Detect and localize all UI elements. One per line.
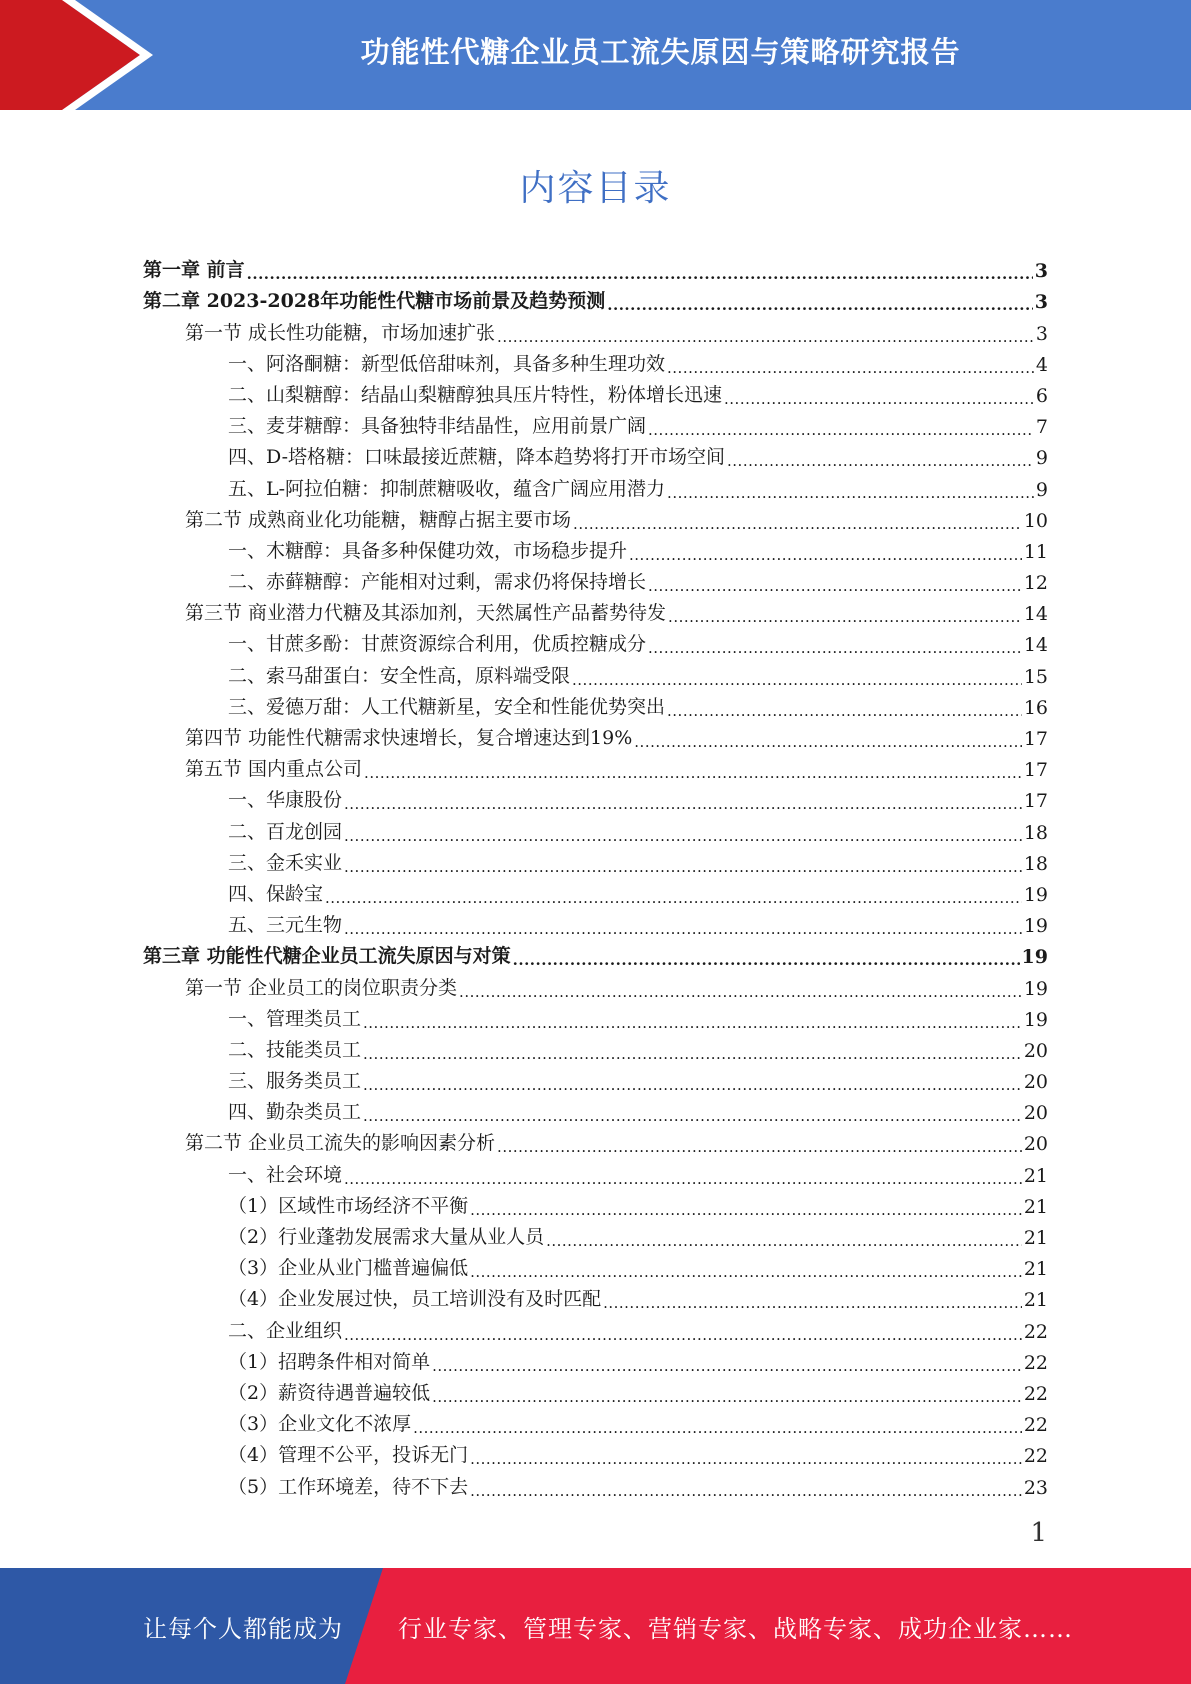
toc-entry-title: 二、赤藓糖醇：产能相对过剩，需求仍将保持增长 — [228, 571, 647, 594]
toc-entry[interactable] — [143, 940, 1048, 971]
toc-entry-page: 17 — [1023, 759, 1048, 782]
toc-leader-dots — [634, 731, 1022, 750]
toc-entry-title: （2）行业蓬勃发展需求大量从业人员 — [228, 1226, 545, 1248]
toc-leader-dots — [363, 1074, 1022, 1093]
toc-entry-page: 10 — [1023, 509, 1048, 532]
toc-leader-dots — [363, 1012, 1022, 1031]
toc-entry-title: 一、木糖醇：具备多种保健功效，市场稳步提升 — [228, 539, 628, 562]
toc-entry[interactable] — [143, 1346, 1048, 1377]
toc-entry-title: 二、百龙创园 — [228, 820, 343, 843]
toc-entry-title: 第二节 企业员工流失的影响因素分析 — [185, 1132, 496, 1155]
toc-leader-dots — [629, 544, 1022, 563]
toc-entry-title: （4）企业发展过快，员工培训没有及时匹配 — [228, 1288, 602, 1311]
toc-leader-dots — [667, 482, 1034, 501]
toc-entry-page: 22 — [1023, 1445, 1048, 1468]
toc-entry-title: （3）企业从业门槛普遍偏低 — [228, 1257, 469, 1280]
toc-leader-dots — [513, 949, 1020, 968]
toc-entry[interactable] — [143, 1377, 1048, 1408]
table-of-contents — [143, 254, 1048, 1502]
toc-entry-title: 第三节 商业潜力代糖及其添加剂，天然属性产品蓄势待发 — [185, 602, 667, 625]
toc-entry[interactable] — [143, 254, 1048, 285]
toc-entry-page: 19 — [1023, 883, 1048, 906]
toc-leader-dots — [413, 1417, 1022, 1436]
toc-leader-dots — [470, 1199, 1022, 1218]
toc-entry[interactable] — [143, 472, 1048, 503]
toc-entry[interactable] — [143, 1096, 1048, 1127]
toc-entry-page: 15 — [1023, 665, 1048, 688]
toc-leader-dots — [573, 513, 1022, 532]
toc-entry[interactable] — [143, 909, 1048, 940]
toc-entry[interactable] — [143, 1127, 1048, 1158]
toc-entry-title: 第一章 前言 — [143, 259, 245, 282]
toc-entry[interactable] — [143, 1439, 1048, 1470]
toc-leader-dots — [363, 1043, 1022, 1062]
footer-slogan-right: 行业专家、管理专家、营销专家、战略专家、成功企业家…… — [398, 1614, 1073, 1643]
toc-entry-title: 二、索马甜蛋白：安全性高，原料端受限 — [228, 664, 571, 687]
toc-entry[interactable] — [143, 1252, 1048, 1283]
toc-entry-page: 18 — [1023, 821, 1048, 844]
toc-entry-page: 6 — [1035, 384, 1048, 407]
toc-leader-dots — [727, 450, 1034, 469]
toc-entry-title: 第四节 功能性代糖需求快速增长，复合增速达到19% — [185, 727, 633, 749]
toc-entry-title: 四、保龄宝 — [228, 882, 324, 905]
toc-entry-title: 三、爱德万甜：人工代糖新星，安全和性能优势突出 — [228, 695, 666, 718]
toc-entry[interactable] — [143, 285, 1048, 316]
toc-entry-title: 一、华康股份 — [228, 789, 343, 812]
toc-entry[interactable] — [143, 379, 1048, 410]
toc-entry-page: 19 — [1021, 946, 1048, 969]
toc-entry[interactable] — [143, 753, 1048, 784]
toc-leader-dots — [344, 918, 1022, 937]
toc-leader-dots — [497, 326, 1034, 345]
toc-entry-title: 二、技能类员工 — [228, 1038, 362, 1061]
toc-entry[interactable] — [143, 784, 1048, 815]
toc-leader-dots — [648, 419, 1034, 438]
toc-entry[interactable] — [143, 722, 1048, 753]
toc-leader-dots — [724, 388, 1034, 407]
toc-entry-page: 21 — [1023, 1195, 1048, 1218]
toc-leader-dots — [603, 1292, 1022, 1311]
toc-entry[interactable] — [143, 878, 1048, 909]
toc-entry-page: 21 — [1023, 1227, 1048, 1249]
toc-entry-page: 3 — [1035, 322, 1048, 345]
toc-entry-title: 四、勤杂类员工 — [228, 1101, 362, 1124]
toc-entry[interactable] — [143, 441, 1048, 472]
toc-entry[interactable] — [143, 847, 1048, 878]
toc-entry[interactable] — [143, 410, 1048, 441]
toc-entry-title: 二、山梨糖醇：结晶山梨糖醇独具压片特性，粉体增长迅速 — [228, 383, 723, 406]
toc-entry-title: 一、社会环境 — [228, 1163, 343, 1186]
toc-entry-title: （2）薪资待遇普遍较低 — [228, 1381, 431, 1404]
toc-leader-dots — [432, 1355, 1022, 1374]
toc-entry-page: 19 — [1023, 915, 1048, 938]
toc-entry[interactable] — [143, 535, 1048, 566]
toc-entry-page: 4 — [1035, 353, 1048, 376]
toc-leader-dots — [668, 606, 1022, 625]
toc-entry[interactable] — [143, 566, 1048, 597]
toc-entry-page: 23 — [1023, 1476, 1048, 1499]
toc-entry[interactable] — [143, 504, 1048, 535]
toc-entry[interactable] — [143, 1158, 1048, 1189]
toc-entry-title: 二、企业组织 — [228, 1319, 343, 1342]
toc-leader-dots — [470, 1448, 1022, 1467]
toc-entry-page: 22 — [1023, 1414, 1048, 1437]
toc-entry-page: 12 — [1023, 572, 1048, 595]
toc-entry[interactable] — [143, 1003, 1048, 1034]
toc-entry-title: 第一节 企业员工的岗位职责分类 — [185, 976, 458, 999]
toc-entry-page: 21 — [1023, 1289, 1048, 1312]
toc-leader-dots — [497, 1136, 1022, 1155]
toc-entry-title: （1）区域性市场经济不平衡 — [228, 1194, 469, 1217]
toc-entry-title: 五、三元生物 — [228, 914, 343, 937]
toc-entry-page: 21 — [1023, 1164, 1048, 1187]
toc-entry-title: 一、阿洛酮糖：新型低倍甜味剂，具备多种生理功效 — [228, 352, 666, 375]
toc-leader-dots — [667, 700, 1022, 719]
toc-entry[interactable] — [143, 316, 1048, 347]
toc-entry-page: 17 — [1023, 728, 1048, 750]
toc-entry-page: 3 — [1034, 291, 1048, 314]
toc-leader-dots — [344, 1324, 1022, 1343]
toc-entry-title: 三、麦芽糖醇：具备独特非结晶性，应用前景广阔 — [228, 415, 647, 438]
toc-leader-dots — [344, 825, 1022, 844]
toc-entry[interactable] — [143, 1190, 1048, 1221]
toc-entry[interactable] — [143, 1221, 1048, 1252]
toc-entry[interactable] — [143, 691, 1048, 722]
toc-entry[interactable] — [143, 597, 1048, 628]
toc-entry-page: 22 — [1023, 1320, 1048, 1343]
toc-entry[interactable] — [143, 1408, 1048, 1439]
toc-leader-dots — [344, 1168, 1022, 1187]
page-header — [0, 0, 1191, 110]
toc-entry[interactable] — [143, 628, 1048, 659]
toc-entry-page: 22 — [1023, 1382, 1048, 1405]
toc-entry-page: 14 — [1023, 634, 1048, 657]
toc-leader-dots — [325, 887, 1022, 906]
toc-entry[interactable] — [143, 815, 1048, 846]
toc-leader-dots — [470, 1480, 1022, 1499]
toc-entry[interactable] — [143, 1470, 1048, 1501]
toc-entry-title: 第一节 成长性功能糖，市场加速扩张 — [185, 321, 496, 344]
page-number: 1 — [1030, 1518, 1047, 1548]
toc-entry-title: 第三章 功能性代糖企业员工流失原因与对策 — [143, 945, 511, 968]
toc-entry-page: 20 — [1023, 1071, 1048, 1094]
toc-leader-dots — [648, 637, 1022, 656]
toc-entry-title: （1）招聘条件相对简单 — [228, 1350, 431, 1373]
toc-entry-title: 一、管理类员工 — [228, 1007, 362, 1030]
header-chevron-icon — [0, 0, 160, 110]
toc-leader-dots — [667, 357, 1034, 376]
toc-entry-page: 17 — [1023, 790, 1048, 813]
toc-entry-title: 五、L-阿拉伯糖：抑制蔗糖吸收，蕴含广阔应用潜力 — [228, 477, 666, 500]
toc-entry-page: 18 — [1023, 852, 1048, 875]
toc-leader-dots — [648, 575, 1022, 594]
toc-entry-page: 16 — [1023, 696, 1048, 719]
toc-leader-dots — [459, 981, 1022, 1000]
toc-entry-title: 四、D-塔格糖：口味最接近蔗糖，降本趋势将打开市场空间 — [228, 446, 726, 469]
toc-entry-page: 19 — [1023, 977, 1048, 1000]
toc-leader-dots — [344, 856, 1022, 875]
toc-entry-page: 11 — [1023, 540, 1048, 563]
toc-entry-title: （3）企业文化不浓厚 — [228, 1413, 412, 1436]
toc-entry-title: 第五节 国内重点公司 — [185, 758, 363, 781]
toc-leader-dots — [470, 1261, 1022, 1280]
toc-entry[interactable] — [143, 971, 1048, 1002]
page-footer — [0, 1568, 1191, 1684]
toc-leader-dots — [572, 669, 1022, 688]
toc-entry-page: 20 — [1023, 1133, 1048, 1156]
toc-entry-title: 三、金禾实业 — [228, 851, 343, 874]
toc-leader-dots — [546, 1230, 1022, 1249]
toc-leader-dots — [363, 1105, 1022, 1124]
toc-entry[interactable] — [143, 659, 1048, 690]
toc-entry-page: 20 — [1023, 1039, 1048, 1062]
toc-heading: 内容目录 — [519, 168, 672, 209]
toc-leader-dots — [247, 263, 1033, 282]
toc-entry-page: 9 — [1035, 447, 1048, 470]
toc-leader-dots — [432, 1386, 1022, 1405]
toc-leader-dots — [364, 762, 1022, 781]
toc-entry-title: 第二章 2023-2028年功能性代糖市场前景及趋势预测 — [143, 290, 606, 313]
toc-entry-title: 三、服务类员工 — [228, 1070, 362, 1093]
toc-entry-page: 3 — [1034, 260, 1048, 283]
toc-leader-dots — [607, 294, 1033, 313]
toc-entry-page: 19 — [1023, 1008, 1048, 1031]
toc-entry-page: 22 — [1023, 1351, 1048, 1374]
toc-entry-title: 一、甘蔗多酚：甘蔗资源综合利用，优质控糖成分 — [228, 633, 647, 656]
toc-entry[interactable] — [143, 1034, 1048, 1065]
toc-leader-dots — [344, 793, 1022, 812]
report-title: 功能性代糖企业员工流失原因与策略研究报告 — [360, 34, 961, 69]
toc-entry-page: 9 — [1035, 478, 1048, 501]
toc-entry[interactable] — [143, 1314, 1048, 1345]
toc-entry[interactable] — [143, 1283, 1048, 1314]
toc-entry-page: 21 — [1023, 1258, 1048, 1281]
toc-entry-title: 第二节 成熟商业化功能糖，糖醇占据主要市场 — [185, 508, 572, 531]
toc-entry-title: （4）管理不公平，投诉无门 — [228, 1444, 469, 1467]
toc-entry-page: 14 — [1023, 603, 1048, 626]
toc-entry-title: （5）工作环境差，待不下去 — [228, 1475, 469, 1498]
toc-entry[interactable] — [143, 1065, 1048, 1096]
footer-slogan-left: 让每个人都能成为 — [143, 1614, 343, 1643]
toc-entry-page: 20 — [1023, 1102, 1048, 1125]
toc-entry[interactable] — [143, 348, 1048, 379]
toc-entry-page: 7 — [1035, 416, 1048, 439]
